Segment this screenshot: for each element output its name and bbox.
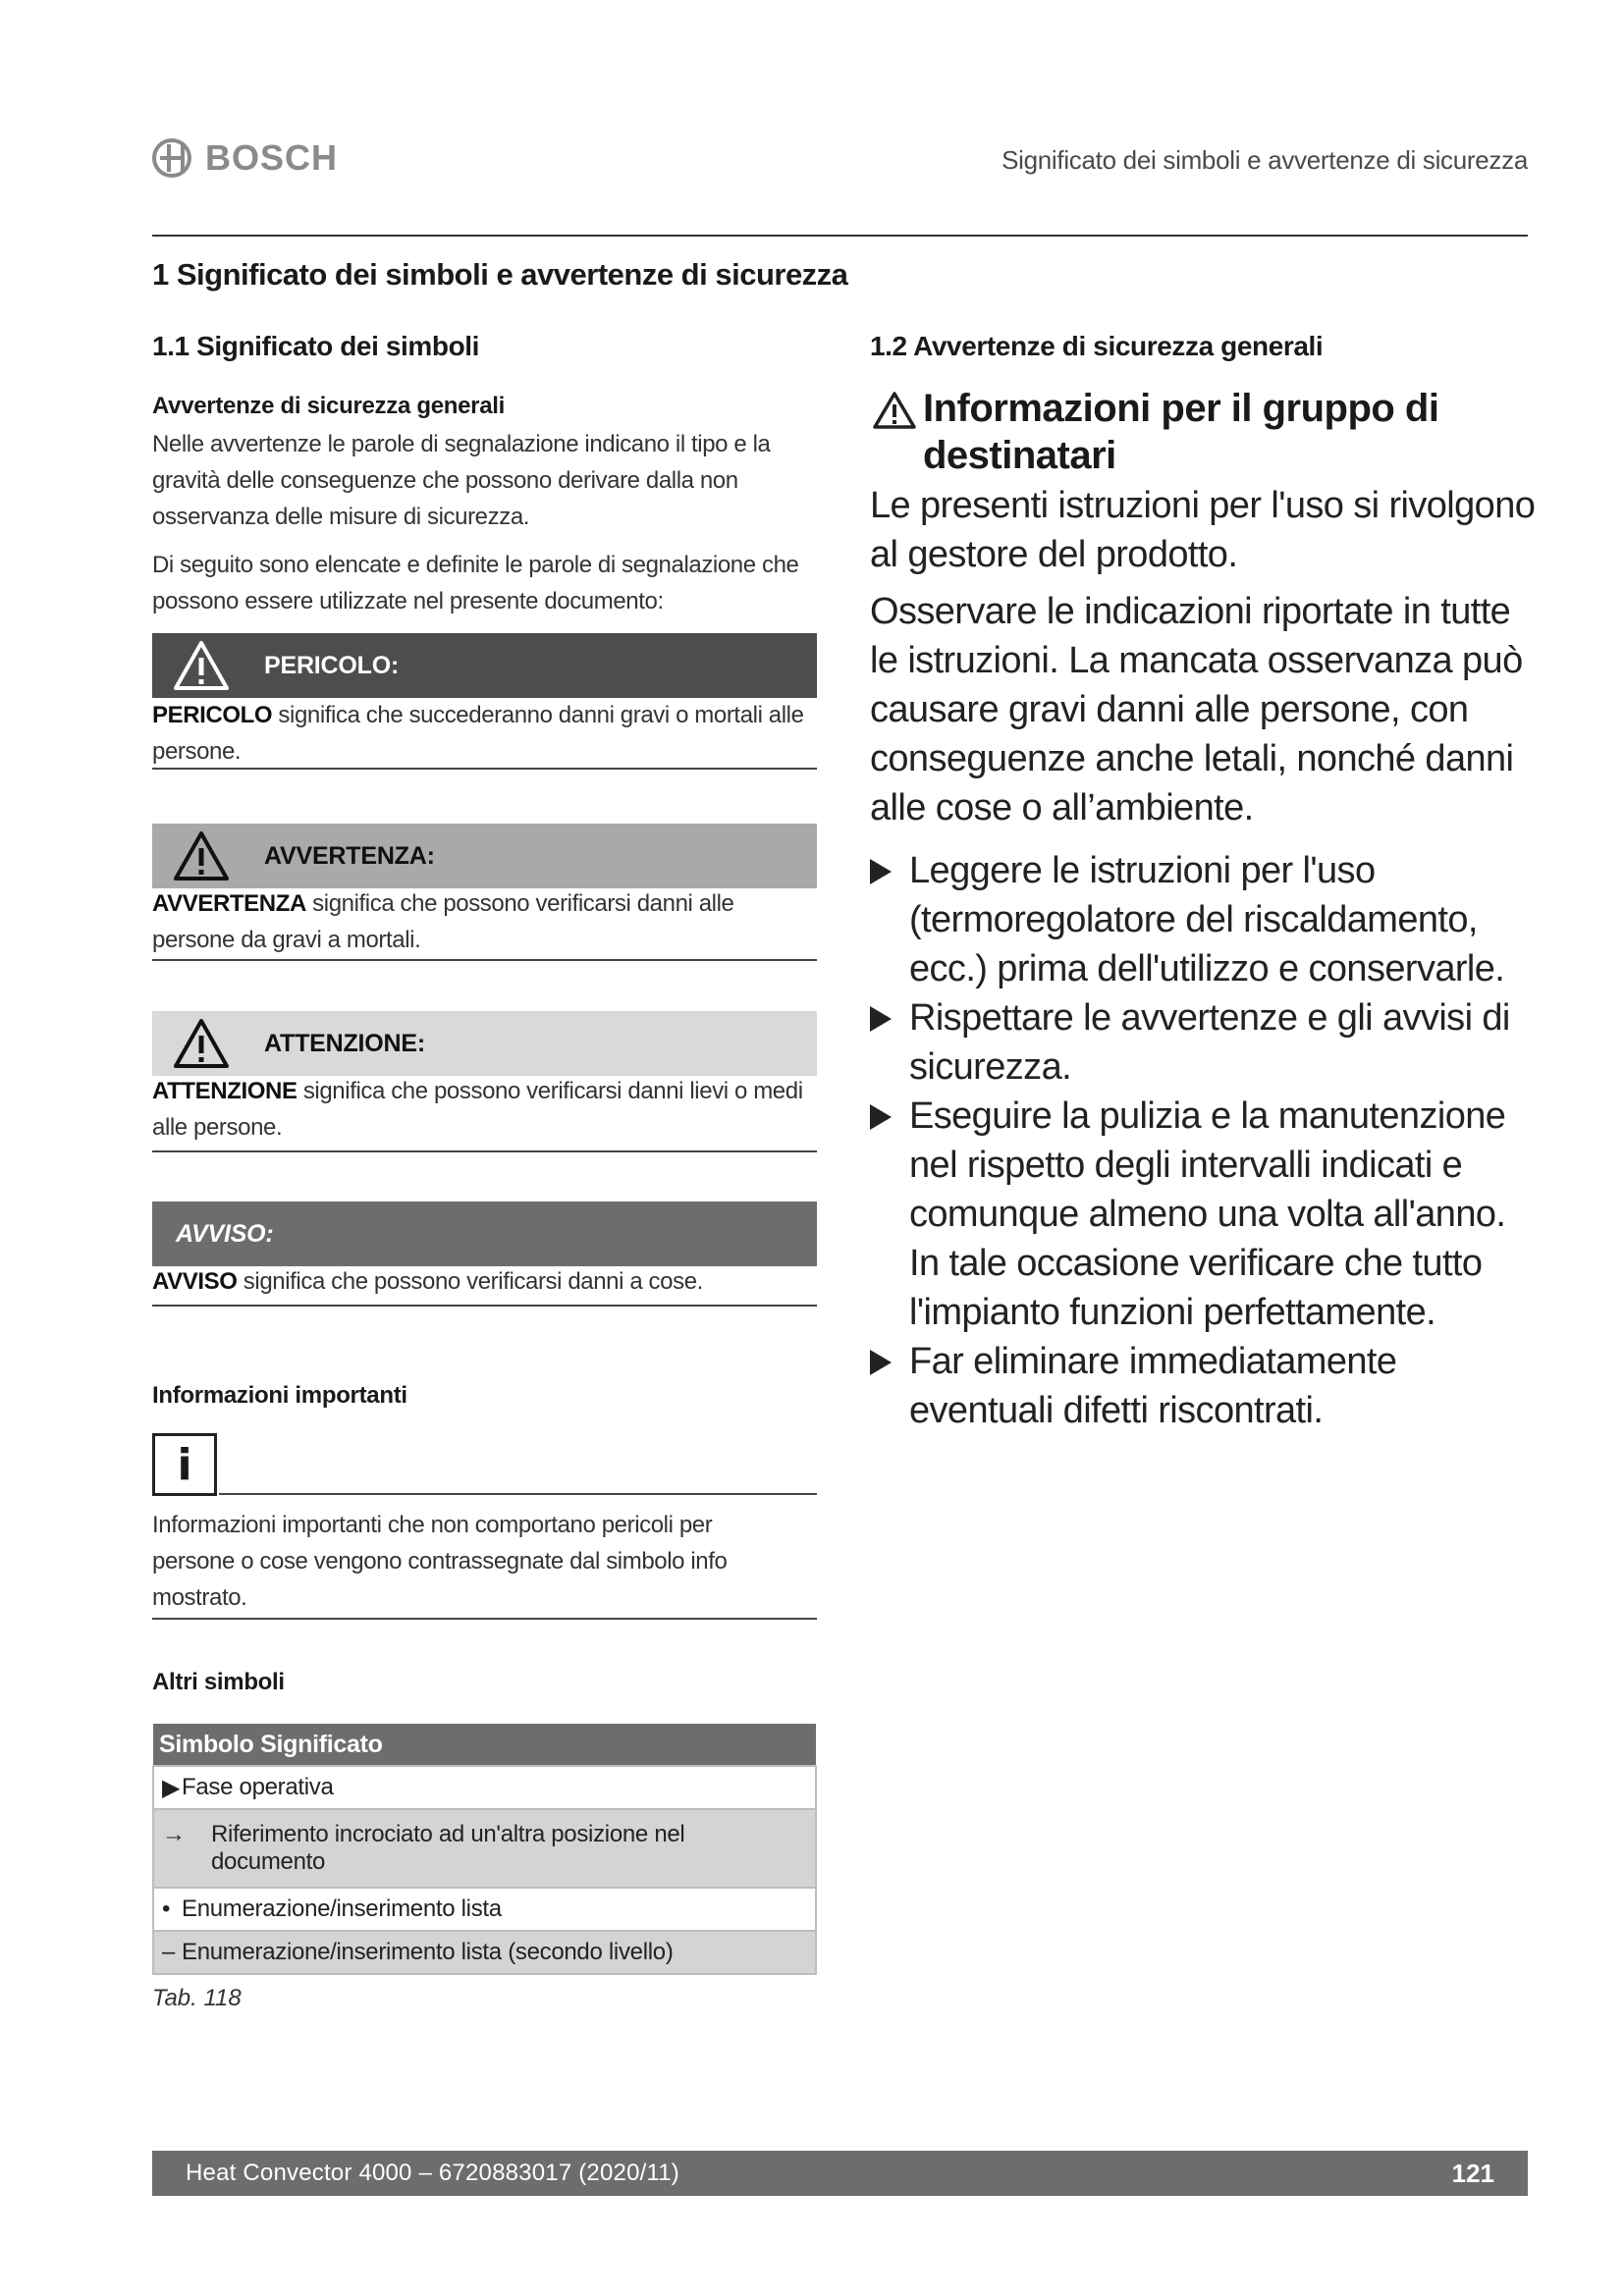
signal-description <box>152 697 817 770</box>
warning-triangle-icon <box>152 1011 250 1076</box>
target-group-paragraph-2: Osservare le indicazioni riportate in tutte le istruzioni. La mancata osservanza può causare gravi danni alle persone, con conseguenze anche letali, nonché danni alle cose o all’ambiente. <box>870 591 1523 828</box>
section-1-2-title: 1.2 Avvertenze di sicurezza generali <box>870 331 1324 361</box>
signal-description <box>152 1073 817 1146</box>
important-info-heading: Informazioni importanti <box>152 1382 407 1409</box>
list-item <box>870 1337 1538 1435</box>
table-meaning: Fase operativa <box>182 1773 334 1800</box>
signal-description-text: significa che possono verificarsi danni a cose. <box>237 1268 703 1295</box>
signal-description-text: significa che succederanno danni gravi o mortali alle persone. <box>152 702 804 765</box>
running-header: Significato dei simboli e avvertenze di sicurezza <box>1001 145 1528 175</box>
list-item-text: Rispettare le avvertenze e gli avvisi di sicurezza. <box>909 997 1510 1088</box>
signal-bar <box>152 824 817 888</box>
page-number: 121 <box>1451 2158 1494 2188</box>
table-row <box>153 1888 816 1931</box>
table-row <box>153 1766 816 1809</box>
signal-term: PERICOLO <box>152 702 273 728</box>
table-symbol: • <box>162 1896 171 1922</box>
table-symbol: ▶ <box>162 1774 181 1801</box>
table-caption: Tab. 118 <box>152 1985 242 2011</box>
signal-bar <box>152 1201 817 1266</box>
general-warnings-paragraph-2: Di seguito sono elencate e definite le parole di segnalazione che possono essere utilizzate nel presente documento: <box>152 552 799 614</box>
signal-bar <box>152 633 817 698</box>
signal-description <box>152 1263 817 1300</box>
chapter-title: 1 Significato dei simboli e avvertenze di sicurezza <box>152 257 848 292</box>
signal-label: ATTENZIONE: <box>264 1029 425 1057</box>
list-item-text: Eseguire la pulizia e la manutenzione nel rispetto degli intervalli indicati e comunque almeno una volta all'anno. In tale occasione verificare che tutto l'impianto funzioni perfettamente. <box>909 1095 1506 1333</box>
table-meaning: Enumerazione/inserimento lista (secondo livello) <box>182 1939 674 1965</box>
step-arrow-icon <box>870 1006 892 1032</box>
table-row <box>153 1931 816 1974</box>
signal-label: AVVERTENZA: <box>264 841 435 870</box>
signal-description-text: significa che possono verificarsi danni alle persone da gravi a mortali. <box>152 890 734 953</box>
step-arrow-icon <box>870 1350 892 1375</box>
symbols-table-header: Simbolo Significato <box>153 1724 816 1766</box>
signal-rule <box>152 959 817 961</box>
bosch-armature-icon <box>152 138 191 178</box>
warning-triangle-icon <box>152 633 250 698</box>
signal-description-text: significa che possono verificarsi danni lievi o medi alle persone. <box>152 1078 803 1141</box>
symbols-table <box>152 1724 817 1975</box>
signal-description <box>152 885 817 958</box>
general-warnings-paragraph-1: Nelle avvertenze le parole di segnalazione indicano il tipo e la gravità delle conseguenze che possono derivare dalla non osservanza delle misure di sicurezza. <box>152 431 771 530</box>
other-symbols-heading: Altri simboli <box>152 1669 285 1695</box>
table-symbol: – <box>162 1939 176 1965</box>
target-group-title: Informazioni per il gruppo di destinatari <box>923 387 1439 477</box>
table-row <box>153 1809 816 1888</box>
signal-label: AVVISO: <box>176 1219 274 1248</box>
list-item <box>870 993 1538 1092</box>
table-meaning: Riferimento incrociato ad un'altra posizione nel documento <box>211 1821 685 1875</box>
signal-rule <box>152 768 817 770</box>
signal-term: AVVISO <box>152 1268 238 1295</box>
section-1-1-title: 1.1 Significato dei simboli <box>152 331 480 361</box>
info-divider <box>219 1493 817 1495</box>
info-bottom-rule <box>152 1618 817 1620</box>
safety-instructions-list <box>870 846 1538 1435</box>
step-arrow-icon <box>870 859 892 884</box>
signal-term: AVVERTENZA <box>152 890 306 917</box>
signal-rule <box>152 1305 817 1307</box>
general-warnings-heading: Avvertenze di sicurezza generali <box>152 393 506 419</box>
signal-rule <box>152 1150 817 1152</box>
page-footer <box>152 2151 1528 2196</box>
target-group-paragraph-1: Le presenti istruzioni per l'uso si rivolgono al gestore del prodotto. <box>870 485 1536 575</box>
brand-logo <box>152 137 338 179</box>
info-icon: i <box>152 1433 217 1496</box>
signal-bar <box>152 1011 817 1076</box>
warning-triangle-icon <box>872 391 917 430</box>
signal-term: ATTENZIONE <box>152 1078 298 1104</box>
list-item <box>870 846 1538 993</box>
list-item-text: Leggere le istruzioni per l'uso (termoregolatore del riscaldamento, ecc.) prima dell'utilizzo e conservarle. <box>909 850 1505 989</box>
header-divider <box>152 235 1528 237</box>
list-item <box>870 1092 1538 1337</box>
footer-document-id: Heat Convector 4000 – 6720883017 (2020/11) <box>186 2160 679 2186</box>
warning-triangle-icon <box>152 824 250 888</box>
important-info-text: Informazioni importanti che non comportano pericoli per persone o cose vengono contrassegnate dal simbolo info mostrato. <box>152 1512 728 1611</box>
table-symbol: → <box>162 1821 186 1847</box>
brand-name: BOSCH <box>205 137 339 178</box>
list-item-text: Far eliminare immediatamente eventuali difetti riscontrati. <box>909 1341 1397 1431</box>
signal-label: PERICOLO: <box>264 651 400 679</box>
table-meaning: Enumerazione/inserimento lista <box>182 1896 502 1922</box>
step-arrow-icon <box>870 1104 892 1130</box>
